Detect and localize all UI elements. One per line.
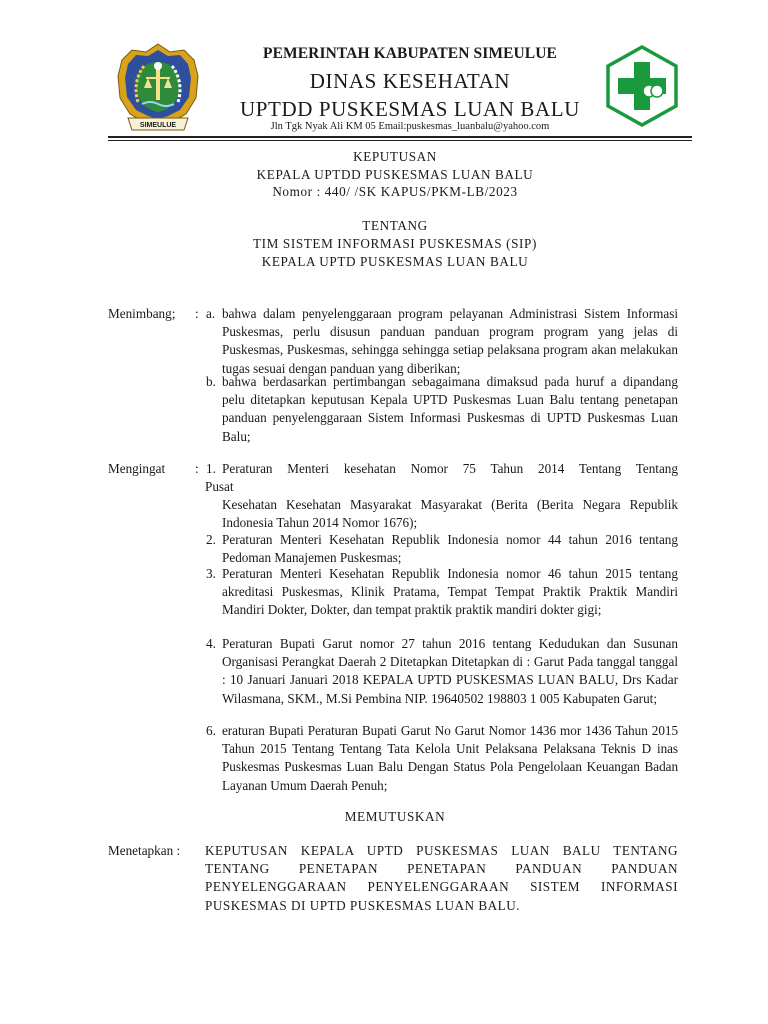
menimbang-item-a: bahwa dalam penyelenggaraan program pelayanan Administrasi Sistem Informasi Puskesmas, perlu disusun panduan panduan program program yang jelas di Puskesmas, Puskesmas, sehingga sehingga setiap pelaksana program akan melakukan tugas sesuai dengan panduan yang diberikan; bbox=[222, 306, 678, 376]
letterhead-rule-thick bbox=[108, 136, 692, 138]
mengingat-label: Mengingat bbox=[108, 461, 166, 476]
mengingat-colon: : bbox=[195, 461, 199, 476]
menetapkan-text: KEPUTUSAN KEPALA UPTD PUSKESMAS LUAN BALU TENTANG TENTANG PENETAPAN PENETAPAN PANDUAN PANDUAN PENYELENGGARAAN PENYELENGGARAAN SISTEM INFORMASI PUSKESMAS DI UPTD PUSKESMAS LUAN BALU. bbox=[205, 843, 678, 913]
menimbang-item-b: bahwa berdasarkan pertimbangan sebagaimana dimaksud pada huruf a dipandang pelu ditetapkan keputusan Kepala UPTD Puskesmas Luan Balu tentang penetapan panduan penyelenggaraan Sistem Informasi Puskesmas di UPTD Puskesmas Luan Balu; bbox=[222, 374, 678, 444]
mengingat-marker-2: 2. bbox=[206, 532, 216, 547]
menimbang-marker-a: a. bbox=[206, 306, 216, 321]
mengingat-item-1-text: Kesehatan Kesehatan Masyarakat Masyarakat (Berita (Berita Negara Republik Indonesia Tahun 2014 Nomor 1676); bbox=[222, 497, 678, 531]
letterhead-department: DINAS KESEHATAN bbox=[309, 69, 511, 93]
decree-subject-2: KEPALA UPTD PUSKESMAS LUAN BALU bbox=[261, 254, 529, 269]
decree-number: Nomor : 440/ /SK KAPUS/PKM-LB/2023 bbox=[272, 184, 518, 199]
menimbang-label: Menimbang; bbox=[108, 306, 176, 321]
decree-subject-1: TIM SISTEM INFORMASI PUSKESMAS (SIP) bbox=[253, 236, 537, 251]
decree-issuer: KEPALA UPTDD PUSKESMAS LUAN BALU bbox=[256, 167, 534, 182]
mengingat-item-1-line-2: Pusat bbox=[205, 479, 234, 494]
mengingat-marker-4: 4. bbox=[206, 636, 216, 651]
mengingat-marker-3: 3. bbox=[206, 566, 216, 581]
mengingat-item-2: Peraturan Menteri Kesehatan Republik Indonesia nomor 44 tahun 2016 tentang Pedoman Manajemen Puskesmas; bbox=[222, 532, 678, 566]
simeulue-regency-seal-icon bbox=[114, 42, 202, 134]
memutuskan-heading: MEMUTUSKAN bbox=[344, 809, 446, 824]
menetapkan-label: Menetapkan : bbox=[108, 843, 181, 858]
mengingat-marker-6: 6. bbox=[206, 723, 216, 738]
mengingat-marker-1: 1. bbox=[206, 461, 216, 476]
decree-about-label: TENTANG bbox=[362, 218, 428, 233]
mengingat-item-1-line-1: Peraturan Menteri kesehatan Nomor 75 Tahun 2014 Tentang Tentang bbox=[222, 461, 678, 476]
mengingat-item-4: Peraturan Bupati Garut nomor 27 tahun 2016 tentang Kedudukan dan Susunan Organisasi Perangkat Daerah 2 Ditetapkan Ditetapkan di : Garut Pada tanggal tanggal : 10 Januari Januari 2018 KEPALA UPTD PUSKESMAS LUAN BALU, Drs Kadar Wilasmana, SKM., M.Si Pembina NIP. 19640502 198803 1 005 Kabupaten Garut; bbox=[222, 636, 678, 706]
mengingat-item-3: Peraturan Menteri Kesehatan Republik Indonesia nomor 46 tahun 2015 tentang akreditasi Puskesmas, Klinik Pratama, Tempat Tempat Praktik Praktik Mandiri Mandiri Dokter, Dokter, dan tempat praktik praktik mandiri dokter gigi; bbox=[222, 566, 678, 618]
decree-heading: KEPUTUSAN bbox=[353, 149, 437, 164]
letterhead-rule-thin bbox=[108, 140, 692, 141]
letterhead-government: PEMERINTAH KABUPATEN SIMEULUE bbox=[263, 45, 557, 62]
seal-banner-text: SIMEULUE bbox=[139, 122, 177, 129]
puskesmas-cross-logo-icon bbox=[600, 44, 684, 128]
menimbang-marker-b: b. bbox=[206, 374, 216, 389]
mengingat-item-6: eraturan Bupati Peraturan Bupati Garut No Garut Nomor 1436 mor 1436 Tahun 2015 Tahun 2015 Tentang Tentang Tata Kelola Unit Pelaksana Pelaksana Teknis D inas Puskesmas Puskesmas Luan Balu Dengan Status Pola Pengelolaan Keuangan Badan Layanan Umum Daerah Penuh; bbox=[222, 723, 678, 793]
menimbang-colon: : bbox=[195, 306, 199, 321]
letterhead-address: Jln Tgk Nyak Ali KM 05 Email:puskesmas_luanbalu@yahoo.com bbox=[270, 121, 550, 132]
letterhead-unit: UPTDD PUSKESMAS LUAN BALU bbox=[240, 97, 580, 121]
